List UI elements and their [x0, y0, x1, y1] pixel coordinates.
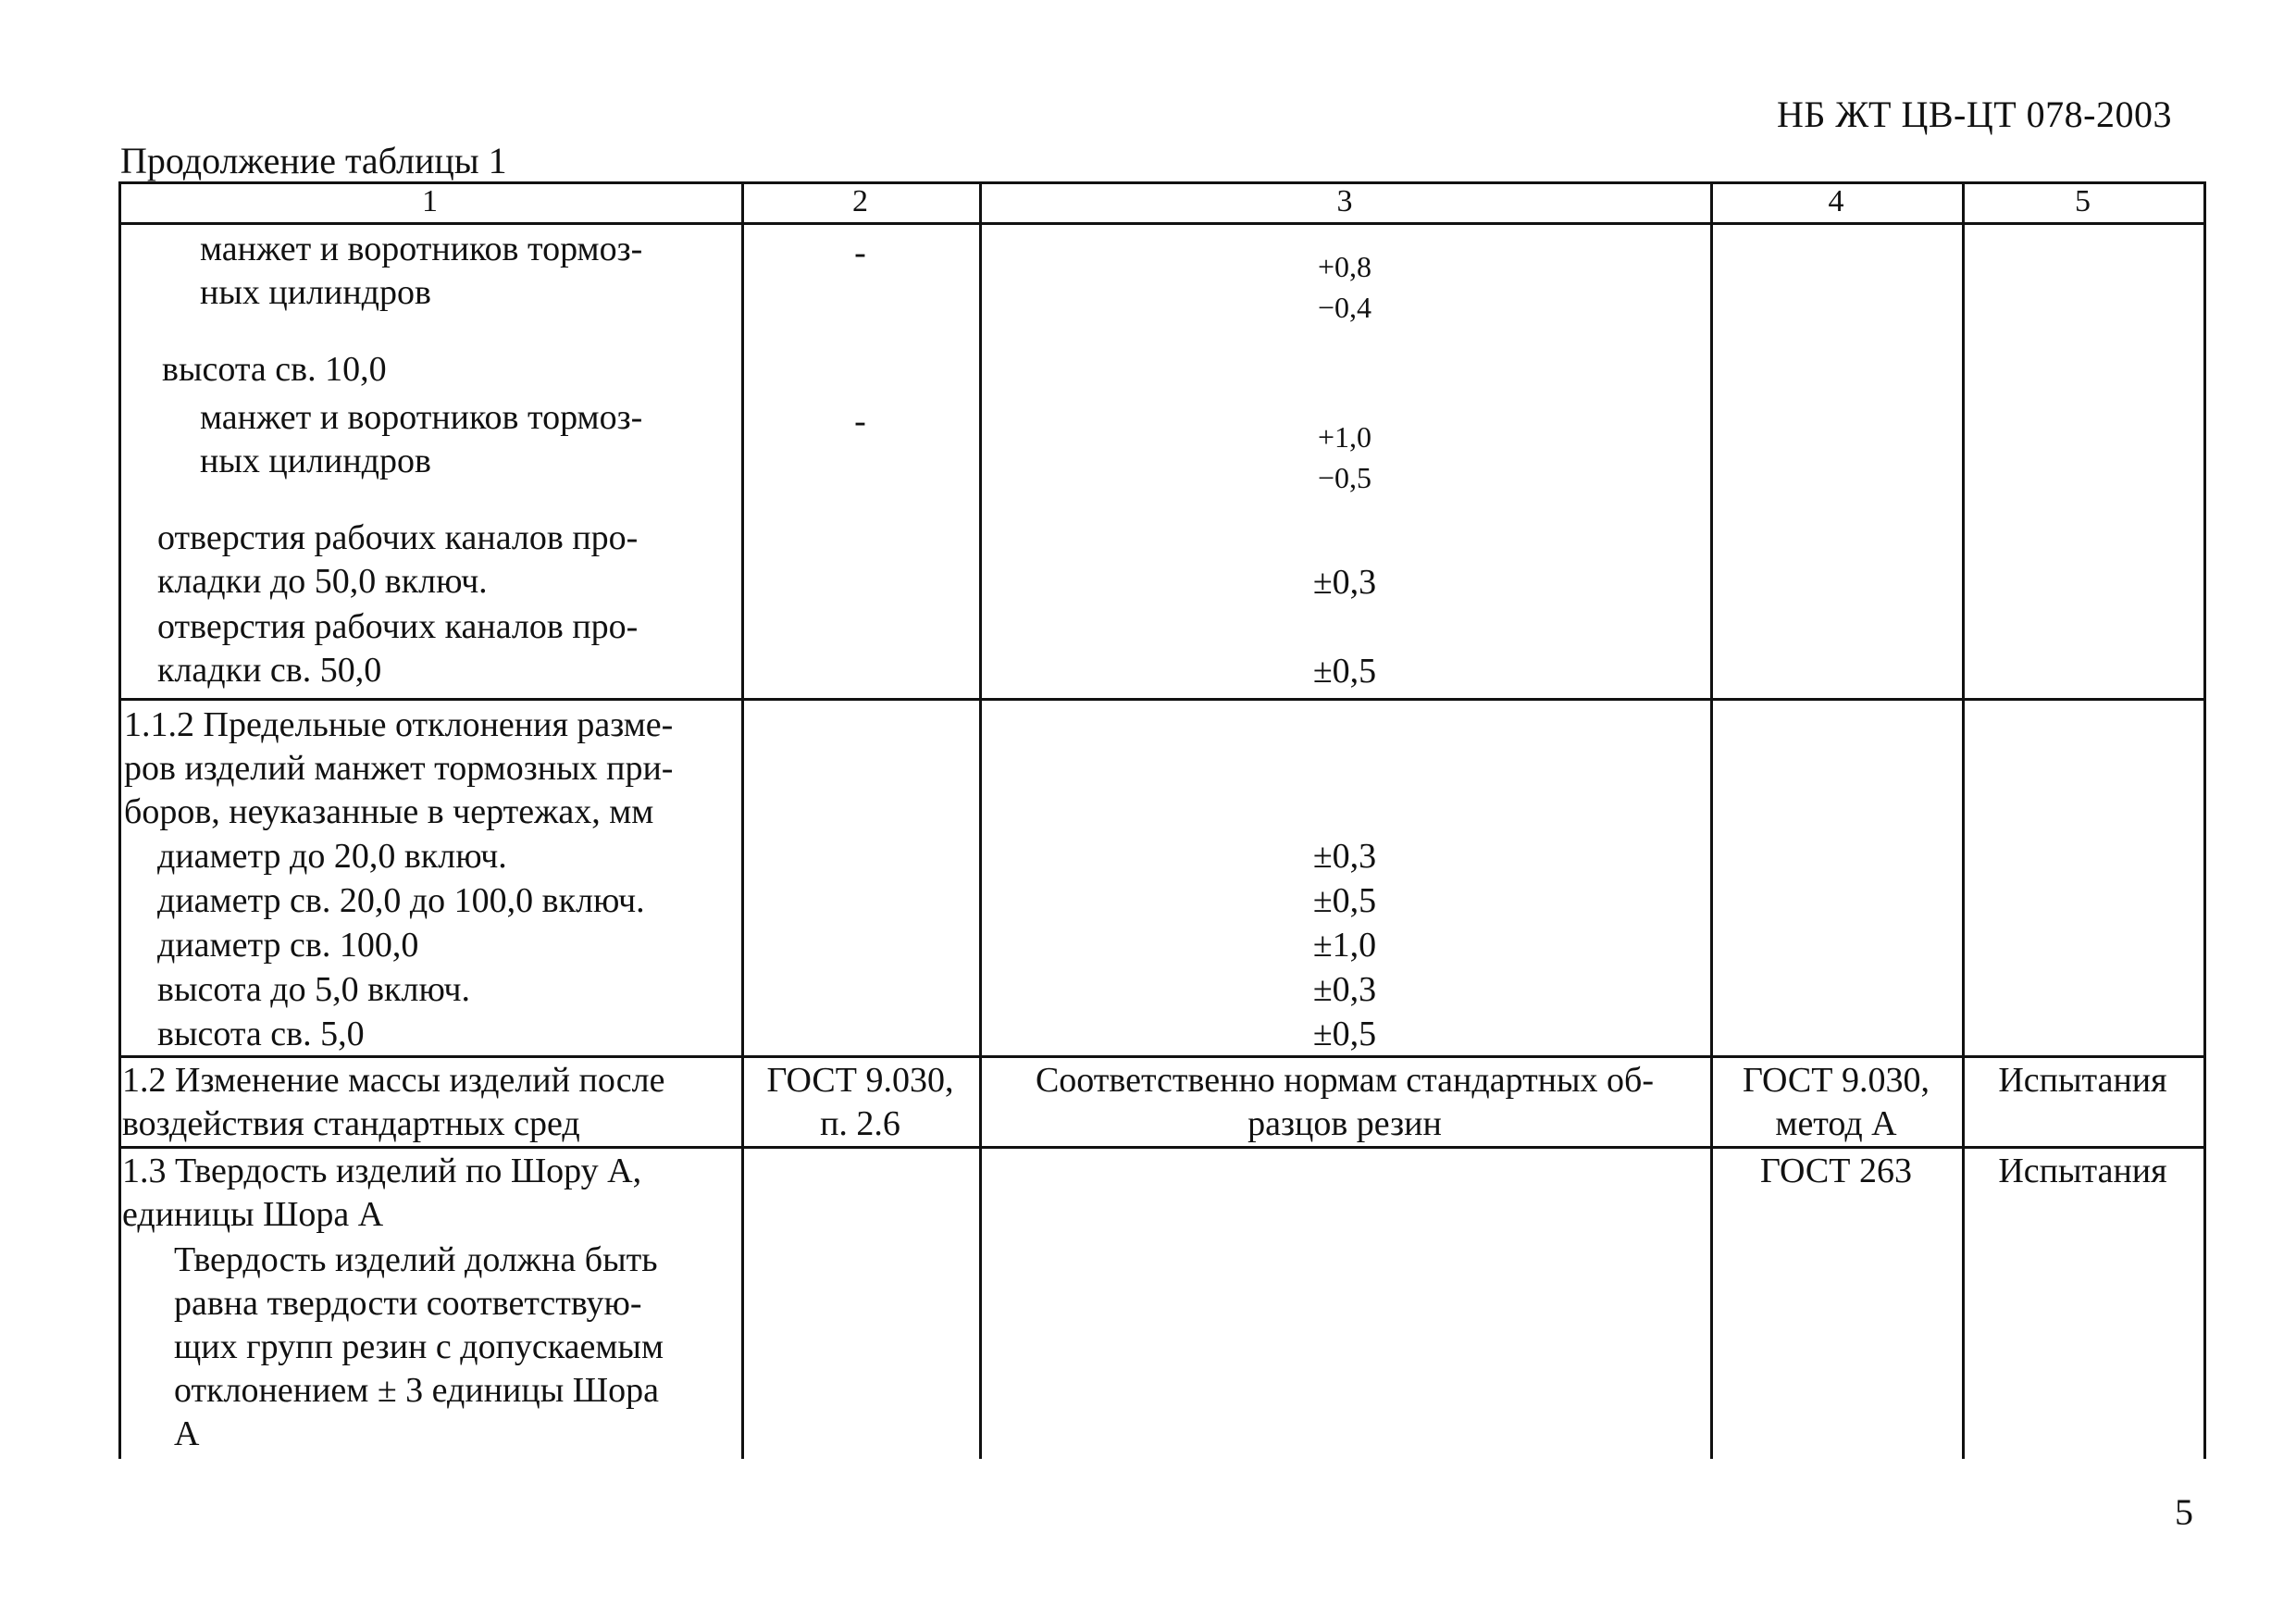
section-1-3-hardness-body: Твердость изделий должна быть равна твердости соответствую- щих групп резин с допускаемым отклонением ± 3 единицы Шора А	[174, 1240, 664, 1453]
section-1-3-control-type: Испытания	[1998, 1152, 2167, 1190]
section-1-2-mass-change: 1.2 Изменение массы изделий после воздействия стандартных сред	[122, 1061, 665, 1143]
cuff-collar-cylinder-dash-1: -	[854, 233, 866, 272]
diameter-item-tolerance: ±0,5	[1312, 881, 1377, 920]
table-divider-col1-col2	[741, 181, 744, 1459]
tolerance-plus-2: +1,0	[1317, 420, 1372, 454]
section-1-3-test-method: ГОСТ 263	[1760, 1152, 1912, 1190]
diameter-item-tolerance: ±1,0	[1312, 926, 1377, 965]
height-item-tolerance: ±0,3	[1312, 970, 1377, 1009]
height-item-label: высота св. 5,0	[157, 1015, 365, 1053]
table-header-divider	[118, 222, 2206, 225]
section-1-3-hardness-title: 1.3 Твердость изделий по Шору А, единицы Шора А	[122, 1152, 642, 1234]
tolerance-plus-1: +0,8	[1317, 250, 1372, 283]
column-header-5: 5	[2075, 184, 2091, 218]
section-1-2-norm: Соответственно нормам стандартных об- разцов резин	[1035, 1061, 1655, 1143]
diameter-item-tolerance: ±0,3	[1312, 837, 1377, 876]
row-divider-3	[118, 1146, 2206, 1149]
column-header-4: 4	[1828, 184, 1844, 218]
data-table	[118, 181, 2206, 1459]
tolerance-channel-holes-up-to-50: ±0,3	[1312, 563, 1377, 602]
section-1-2-control-type: Испытания	[1998, 1061, 2167, 1100]
column-header-2: 2	[852, 184, 868, 218]
cuff-collar-cylinder-text-1: манжет и воротников тормоз- ных цилиндров	[200, 230, 643, 312]
gasket-channel-holes-over-50: отверстия рабочих каналов про- кладки св. 50,0	[157, 607, 639, 690]
gasket-channel-holes-up-to-50: отверстия рабочих каналов про- кладки до 50,0 включ.	[157, 518, 639, 601]
table-border-right	[2203, 181, 2206, 1459]
table-continuation-caption: Продолжение таблицы 1	[120, 140, 507, 181]
table-border-left	[118, 181, 121, 1459]
diameter-item-label: диаметр св. 20,0 до 100,0 включ.	[157, 881, 645, 920]
page-number: 5	[2175, 1491, 2193, 1533]
section-1-2-standard-ref: ГОСТ 9.030, п. 2.6	[766, 1061, 954, 1143]
height-over-10-label: высота св. 10,0	[162, 350, 387, 389]
table-divider-col2-col3	[979, 181, 982, 1459]
section-1-1-2-title: 1.1.2 Предельные отклонения разме- ров изделий манжет тормозных при- боров, неуказанные в чертежах, мм	[124, 705, 674, 831]
table-divider-col3-col4	[1710, 181, 1713, 1459]
column-header-3: 3	[1336, 184, 1353, 218]
cuff-collar-cylinder-dash-2: -	[854, 402, 866, 441]
tolerance-minus-2: −0,5	[1317, 461, 1372, 494]
diameter-item-label: диаметр св. 100,0	[157, 926, 419, 965]
document-code: НБ ЖТ ЦВ-ЦТ 078-2003	[1777, 93, 2172, 135]
diameter-item-label: диаметр до 20,0 включ.	[157, 837, 507, 876]
tolerance-minus-1: −0,4	[1317, 291, 1372, 324]
tolerance-channel-holes-over-50: ±0,5	[1312, 652, 1377, 691]
height-item-tolerance: ±0,5	[1312, 1015, 1377, 1053]
cuff-collar-cylinder-text-2: манжет и воротников тормоз- ных цилиндров	[200, 398, 643, 480]
column-header-1: 1	[422, 184, 438, 218]
row-divider-1	[118, 698, 2206, 701]
section-1-2-test-method: ГОСТ 9.030, метод А	[1743, 1061, 1930, 1143]
height-item-label: высота до 5,0 включ.	[157, 970, 471, 1009]
table-divider-col4-col5	[1962, 181, 1965, 1459]
